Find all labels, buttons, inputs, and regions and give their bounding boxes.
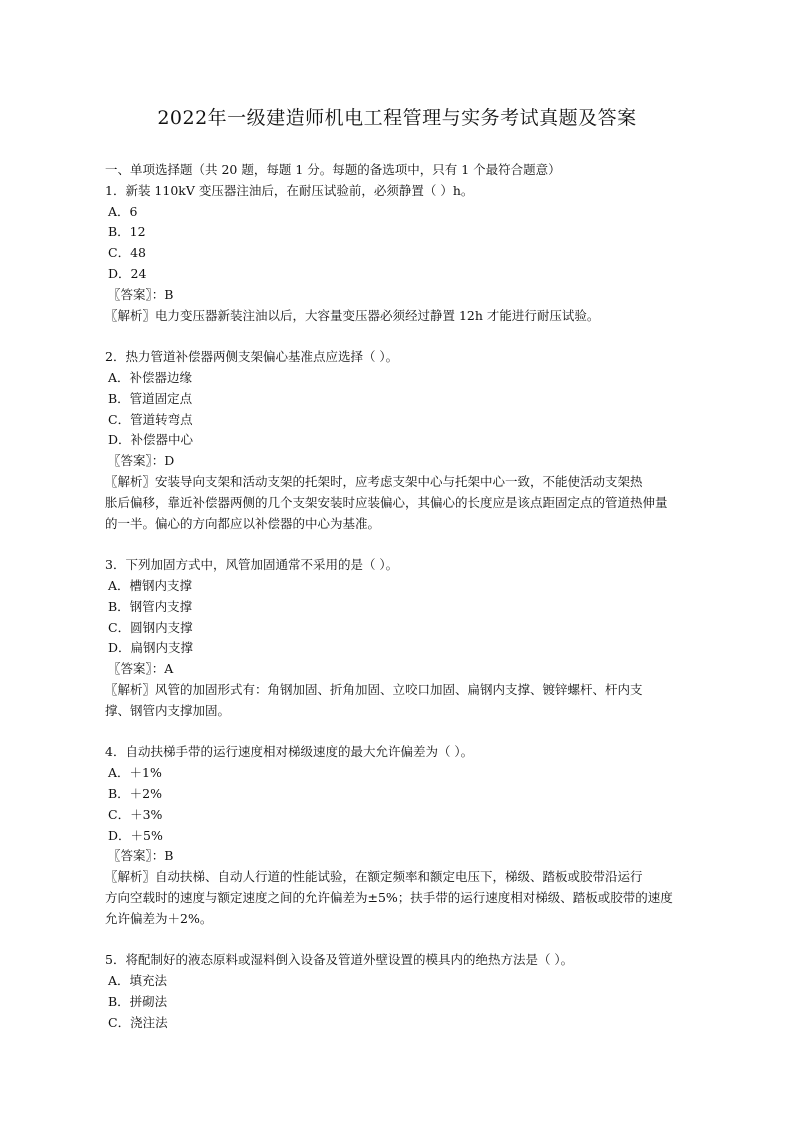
- option-item: D．24: [108, 265, 147, 281]
- question-block: [105, 326, 713, 534]
- option-item: A．6: [108, 203, 138, 219]
- option-item: C．浇注法: [108, 1014, 168, 1030]
- option-item: C．圆钢内支撑: [108, 619, 193, 635]
- question-stem: 4．自动扶梯手带的运行速度相对梯级速度的最大允许偏差为（ ）。: [105, 744, 474, 760]
- analysis-line: 胀后偏移，靠近补偿器两侧的几个支架安装时应装偏心，其偏心的长度应是该点距固定点的管道热伸量: [105, 494, 668, 510]
- analysis-line: 方向空载时的速度与额定速度之间的允许偏差为±5%；扶手带的运行速度相对梯级、踏板或胶带的速度: [105, 889, 673, 905]
- question-stem: 3．下列加固方式中，风管加固通常不采用的是（ ）。: [105, 557, 399, 573]
- option-item: C．48: [108, 245, 146, 261]
- option-item: C．＋3%: [108, 806, 163, 822]
- document-title: 2022年一级建造师机电工程管理与实务考试真题及答案: [157, 107, 637, 129]
- option-item: A．槽钢内支撑: [108, 577, 193, 593]
- option-item: D．补偿器中心: [108, 432, 194, 448]
- option-item: A．＋1%: [108, 765, 162, 781]
- spacer: [105, 326, 713, 347]
- answer-line: 〖答案〗：B: [108, 848, 174, 864]
- question-stem: 2．热力管道补偿器两侧支架偏心基准点应选择（ ）。: [105, 349, 399, 365]
- option-item: A．补偿器边缘: [108, 369, 193, 385]
- answer-line: 〖答案〗：A: [108, 661, 174, 677]
- question-stem: 5．将配制好的液态原料或湿料倒入设备及管道外壁设置的模具内的绝热方法是（ ）。: [105, 952, 574, 968]
- option-item: B．＋2%: [108, 785, 163, 801]
- analysis-line: 〖解析〗安装导向支架和活动支架的托架时，应考虑支架中心与托架中心一致，不能使活动支架热: [105, 473, 643, 489]
- option-item: B．12: [108, 224, 146, 240]
- question-block: [105, 722, 713, 930]
- option-item: B．拼砌法: [108, 993, 168, 1009]
- analysis-line: 〖解析〗自动扶梯、自动人行道的性能试验，在额定频率和额定电压下，梯级、踏板或胶带沿运行: [105, 869, 643, 885]
- analysis-line: 撑、钢管内支撑加固。: [105, 702, 231, 718]
- option-item: A．填充法: [108, 973, 168, 989]
- question-block: [105, 181, 713, 327]
- option-item: B．钢管内支撑: [108, 598, 193, 614]
- question-block: [105, 929, 713, 1033]
- analysis-line: 允许偏差为＋2%。: [105, 910, 213, 926]
- option-item: C．管道转弯点: [108, 411, 193, 427]
- answer-line: 〖答案〗：D: [108, 453, 175, 469]
- section-heading: 一、单项选择题（共 20 题，每题 1 分。每题的备选项中，只有 1 个最符合题意）: [105, 162, 561, 177]
- spacer: [105, 929, 713, 950]
- spacer: [105, 722, 713, 743]
- analysis-line: 的一半。偏心的方向都应以补偿器的中心为基准。: [105, 515, 381, 531]
- question-block: [105, 534, 713, 721]
- document-body: [105, 160, 713, 1033]
- analysis-line: 〖解析〗电力变压器新装注油以后，大容量变压器必须经过静置 12h 才能进行耐压试验。: [105, 307, 600, 323]
- analysis-line: 〖解析〗风管的加固形式有：角钢加固、折角加固、立咬口加固、扁钢内支撑、镀锌螺杆、杆内支: [105, 681, 643, 697]
- answer-line: 〖答案〗：B: [108, 286, 174, 302]
- option-item: D．扁钢内支撑: [108, 640, 194, 656]
- spacer: [105, 534, 713, 555]
- question-stem: 1．新装 110kV 变压器注油后，在耐压试验前，必须静置（ ）h。: [105, 182, 474, 198]
- option-item: D．＋5%: [108, 827, 163, 843]
- option-item: B．管道固定点: [108, 390, 193, 406]
